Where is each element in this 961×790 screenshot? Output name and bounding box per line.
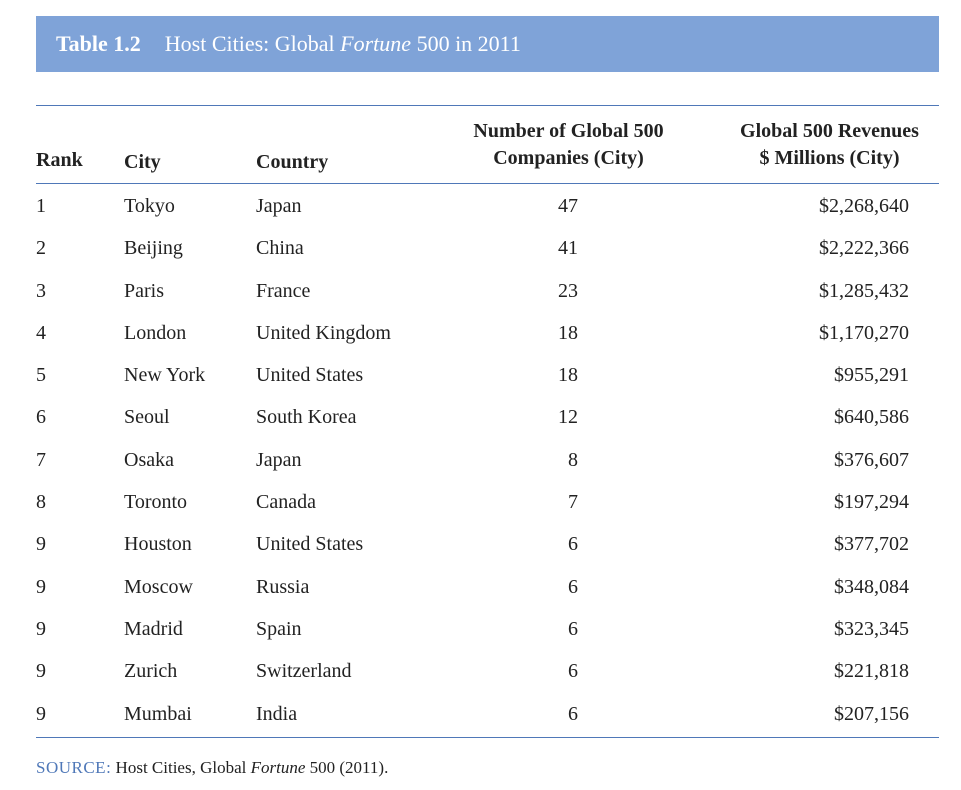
cell-country: Canada [256, 491, 316, 514]
table-title-part-1: Host Cities: Global [164, 31, 341, 56]
header-revenues [712, 118, 947, 172]
source-text-part-1: Host Cities, Global [111, 758, 251, 777]
cell-revenue: $377,702 [834, 533, 909, 556]
cell-city: Beijing [124, 237, 183, 260]
cell-company-count: 41 [558, 237, 578, 260]
cell-country: Spain [256, 617, 302, 640]
cell-rank: 8 [36, 491, 46, 514]
cell-country: Russia [256, 575, 310, 598]
header-city: City [124, 151, 161, 173]
header-revenues-line-1: Global 500 Revenues [740, 120, 919, 142]
table-row [36, 609, 939, 651]
header-company-count-line-1: Number of Global 500 [473, 120, 664, 142]
cell-country: United States [256, 533, 364, 556]
cell-country: United States [256, 364, 364, 387]
cell-company-count: 18 [558, 321, 578, 344]
header-rule [36, 183, 939, 184]
source-text-italic: Fortune [250, 758, 306, 777]
cell-country: France [256, 279, 311, 302]
table-title-bar [36, 16, 939, 72]
cell-rank: 6 [36, 406, 46, 429]
cell-company-count: 6 [568, 533, 578, 556]
cell-revenue: $640,586 [834, 406, 909, 429]
cell-company-count: 8 [568, 448, 578, 471]
bottom-rule [36, 737, 939, 738]
cell-company-count: 47 [558, 195, 578, 217]
table-row [36, 228, 939, 270]
cell-city: Moscow [124, 575, 193, 598]
header-country: Country [256, 151, 329, 173]
cell-city: Houston [124, 533, 192, 556]
table-row [36, 271, 939, 313]
table-body [36, 186, 939, 736]
cell-company-count: 12 [558, 406, 578, 429]
cell-country: South Korea [256, 406, 357, 429]
cell-rank: 2 [36, 237, 46, 260]
table-row [36, 567, 939, 609]
cell-rank: 1 [36, 195, 46, 217]
table-header [36, 118, 939, 180]
table-row [36, 313, 939, 355]
cell-city: Zurich [124, 660, 178, 683]
cell-company-count: 7 [568, 491, 578, 514]
cell-rank: 9 [36, 575, 46, 598]
source-text-part-2: 500 (2011). [305, 758, 389, 777]
cell-city: Osaka [124, 448, 174, 471]
cell-revenue: $348,084 [834, 575, 909, 598]
cell-revenue: $221,818 [834, 660, 909, 683]
cell-company-count: 6 [568, 702, 578, 725]
cell-revenue: $207,156 [834, 702, 909, 725]
table-row [36, 440, 939, 482]
top-rule [36, 105, 939, 106]
cell-country: Switzerland [256, 660, 352, 683]
cell-revenue: $323,345 [834, 617, 909, 640]
cell-city: Madrid [124, 617, 183, 640]
cell-country: United Kingdom [256, 321, 391, 344]
table-title-italic: Fortune [340, 31, 412, 56]
cell-city: Seoul [124, 406, 170, 429]
source-note [36, 758, 388, 778]
header-rank: Rank [36, 149, 83, 171]
cell-city: London [124, 321, 187, 344]
cell-revenue: $2,268,640 [819, 195, 909, 217]
cell-rank: 4 [36, 321, 46, 344]
cell-revenue: $376,607 [834, 448, 909, 471]
cell-city: Mumbai [124, 702, 192, 725]
cell-country: Japan [256, 448, 302, 471]
cell-company-count: 18 [558, 364, 578, 387]
table-row [36, 524, 939, 566]
header-company-count-line-2: Companies (City) [493, 147, 644, 169]
cell-city: New York [124, 364, 206, 387]
table-row [36, 186, 939, 228]
cell-rank: 9 [36, 533, 46, 556]
cell-rank: 9 [36, 660, 46, 683]
source-label: SOURCE: [36, 758, 112, 777]
cell-city: Toronto [124, 491, 188, 514]
table-title [165, 31, 521, 57]
header-revenues-line-2: $ Millions (City) [759, 147, 900, 169]
cell-rank: 9 [36, 702, 46, 725]
cell-rank: 3 [36, 279, 46, 302]
header-company-count [456, 118, 681, 172]
table-row [36, 651, 939, 693]
table-title-part-2: 500 in 2011 [411, 31, 521, 56]
cell-country: China [256, 237, 304, 260]
cell-company-count: 6 [568, 617, 578, 640]
table-row [36, 397, 939, 439]
cell-country: India [256, 702, 298, 725]
cell-revenue: $1,170,270 [819, 321, 909, 344]
cell-rank: 9 [36, 617, 46, 640]
cell-revenue: $2,222,366 [819, 237, 909, 260]
cell-city: Tokyo [124, 195, 175, 217]
cell-company-count: 6 [568, 660, 578, 683]
cell-city: Paris [124, 279, 164, 302]
cell-revenue: $1,285,432 [819, 279, 909, 302]
cell-rank: 7 [36, 448, 46, 471]
table-row [36, 482, 939, 524]
cell-company-count: 6 [568, 575, 578, 598]
cell-country: Japan [256, 195, 302, 217]
cell-company-count: 23 [558, 279, 578, 302]
table-row [36, 694, 939, 736]
cell-rank: 5 [36, 364, 46, 387]
table-row [36, 355, 939, 397]
cell-revenue: $197,294 [834, 491, 909, 514]
cell-revenue: $955,291 [834, 364, 909, 387]
table-number: Table 1.2 [56, 31, 141, 56]
